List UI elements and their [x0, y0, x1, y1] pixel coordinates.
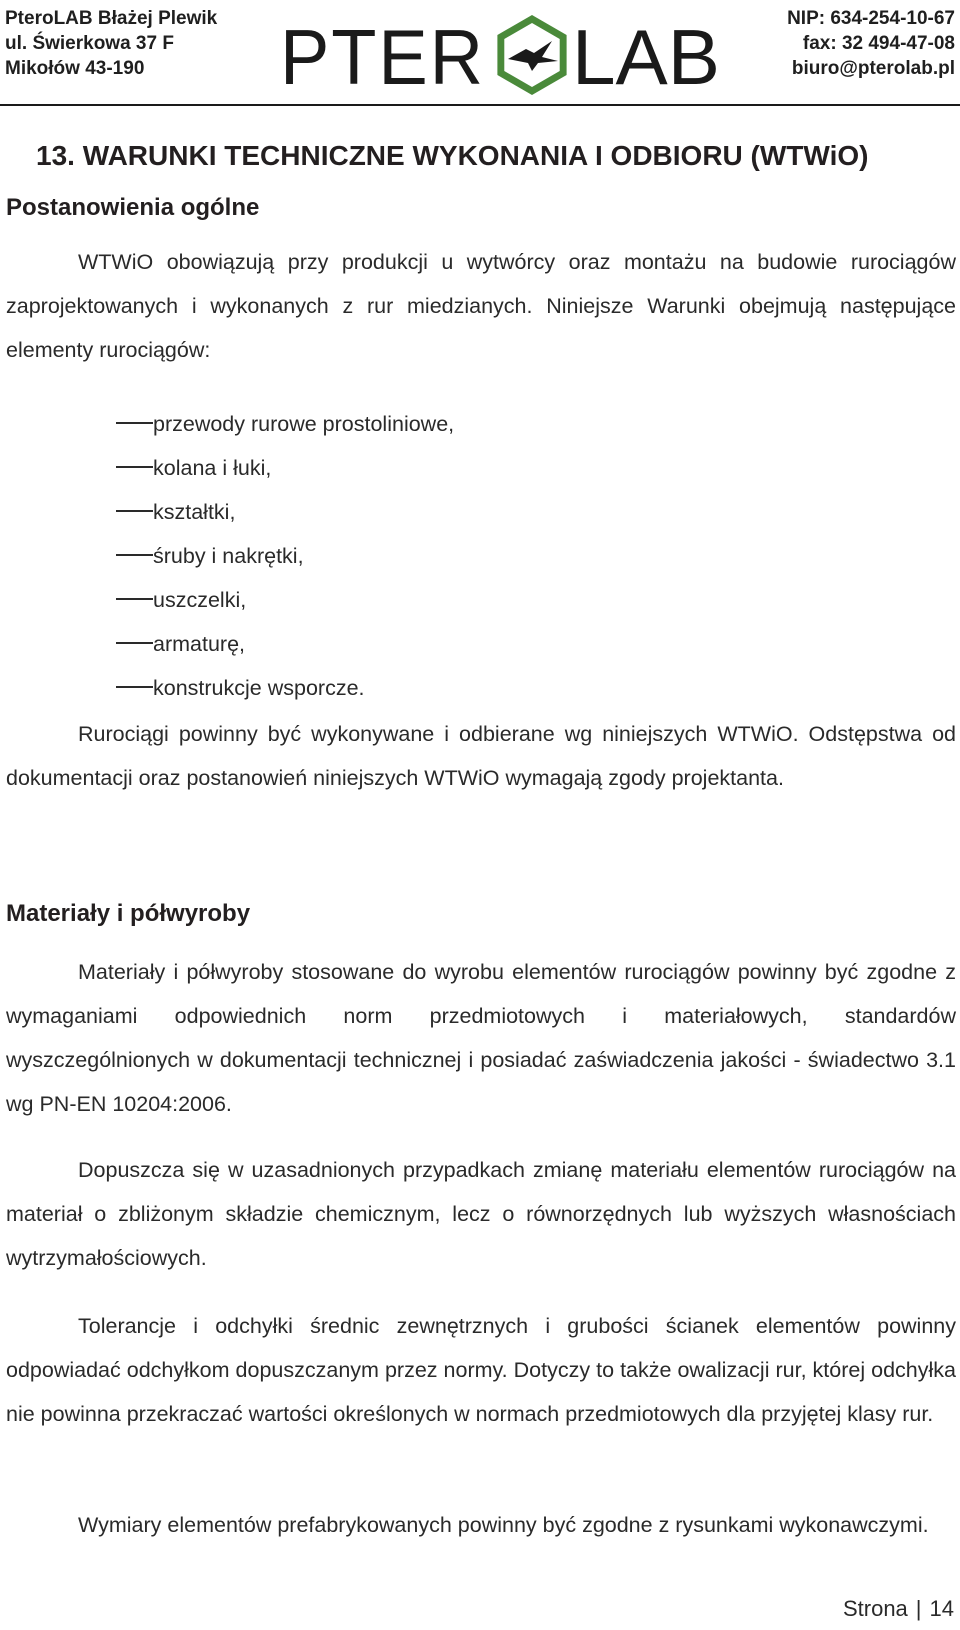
company-nip: NIP: 634-254-10-67: [787, 8, 955, 29]
materials-paragraph-3: Tolerancje i odchyłki średnic zewnętrznych i grubości ścianek elementów powinny odpowiadać odchyłkom dopuszczanym przez normy. Dotyczy to także owalizacji rur, której odchyłka nie powinna przekraczać wartości określonych w normach przedmiotowych dla przyjętej klasy rur.: [6, 1314, 956, 1426]
page-header: [0, 0, 960, 108]
list-item: armaturę,: [116, 622, 454, 666]
company-fax: fax: 32 494-47-08: [802, 33, 955, 54]
elements-list: [116, 402, 454, 710]
list-item: kolana i łuki,: [116, 446, 454, 490]
general-after: Rurociągi powinny być wykonywane i odbierane wg niniejszych WTWiO. Odstępstwa od dokumentacji oraz postanowień niniejszych WTWiO wymagają zgody projektanta.: [6, 722, 956, 790]
dash-bullet-icon: [116, 510, 153, 512]
company-city: Mikołów 43-190: [5, 58, 145, 79]
dash-bullet-icon: [116, 686, 153, 688]
page-label: Strona: [842, 1596, 908, 1621]
logo-text-left: PTER: [280, 13, 485, 98]
dash-bullet-icon: [116, 466, 153, 468]
materials-paragraph-2: Dopuszcza się w uzasadnionych przypadkach zmianę materiału elementów rurociągów na materiał o zbliżonym składzie chemicznym, lecz o równorzędnych lub wyższych własnościach wytrzymałościowych.: [6, 1158, 956, 1270]
list-item: przewody rurowe prostoliniowe,: [116, 402, 454, 446]
company-contact: [787, 6, 955, 81]
materials-paragraph-4: Wymiary elementów prefabrykowanych powinny być zgodne z rysunkami wykonawczymi.: [78, 1513, 929, 1537]
page-separator: |: [915, 1596, 922, 1621]
company-name: PteroLAB Błażej Plewik: [5, 8, 218, 29]
dash-bullet-icon: [116, 598, 153, 600]
general-intro: WTWiO obowiązują przy produkcji u wytwórcy oraz montażu na budowie rurociągów zaprojektowanych i wykonanych z rur miedzianych. Niniejsze Warunki obejmują następujące elementy rurociągów:: [6, 250, 956, 362]
pterolab-logo: [280, 12, 720, 98]
pterodactyl-hexagon-icon: [497, 15, 566, 95]
materials-heading: Materiały i półwyroby: [6, 900, 251, 927]
list-item: konstrukcje wsporcze.: [116, 666, 454, 710]
header-divider: [0, 104, 960, 106]
company-street: ul. Świerkowa 37 F: [5, 33, 174, 54]
list-item: uszczelki,: [116, 578, 454, 622]
general-heading: Postanowienia ogólne: [6, 194, 260, 221]
section-title: 13. WARUNKI TECHNICZNE WYKONANIA I ODBIORU (WTWiO): [36, 140, 869, 171]
list-item: śruby i nakrętki,: [116, 534, 454, 578]
company-email: biuro@pterolab.pl: [791, 58, 955, 79]
materials-paragraph-1: Materiały i półwyroby stosowane do wyrobu elementów rurociągów powinny być zgodne z wymaganiami odpowiednich norm przedmiotowych i materiałowych, standardów wyszczególnionych w dokumentacji technicznej i posiadać zaświadczenia jakości - świadectwo 3.1 wg PN-EN 10204:2006.: [6, 960, 956, 1116]
page-number: 14: [929, 1596, 954, 1621]
dash-bullet-icon: [116, 422, 153, 424]
list-item: kształtki,: [116, 490, 454, 534]
logo-text-right: LAB: [572, 13, 720, 98]
dash-bullet-icon: [116, 642, 153, 644]
page-footer: [843, 1596, 954, 1622]
company-address: [5, 6, 217, 81]
dash-bullet-icon: [116, 554, 153, 556]
